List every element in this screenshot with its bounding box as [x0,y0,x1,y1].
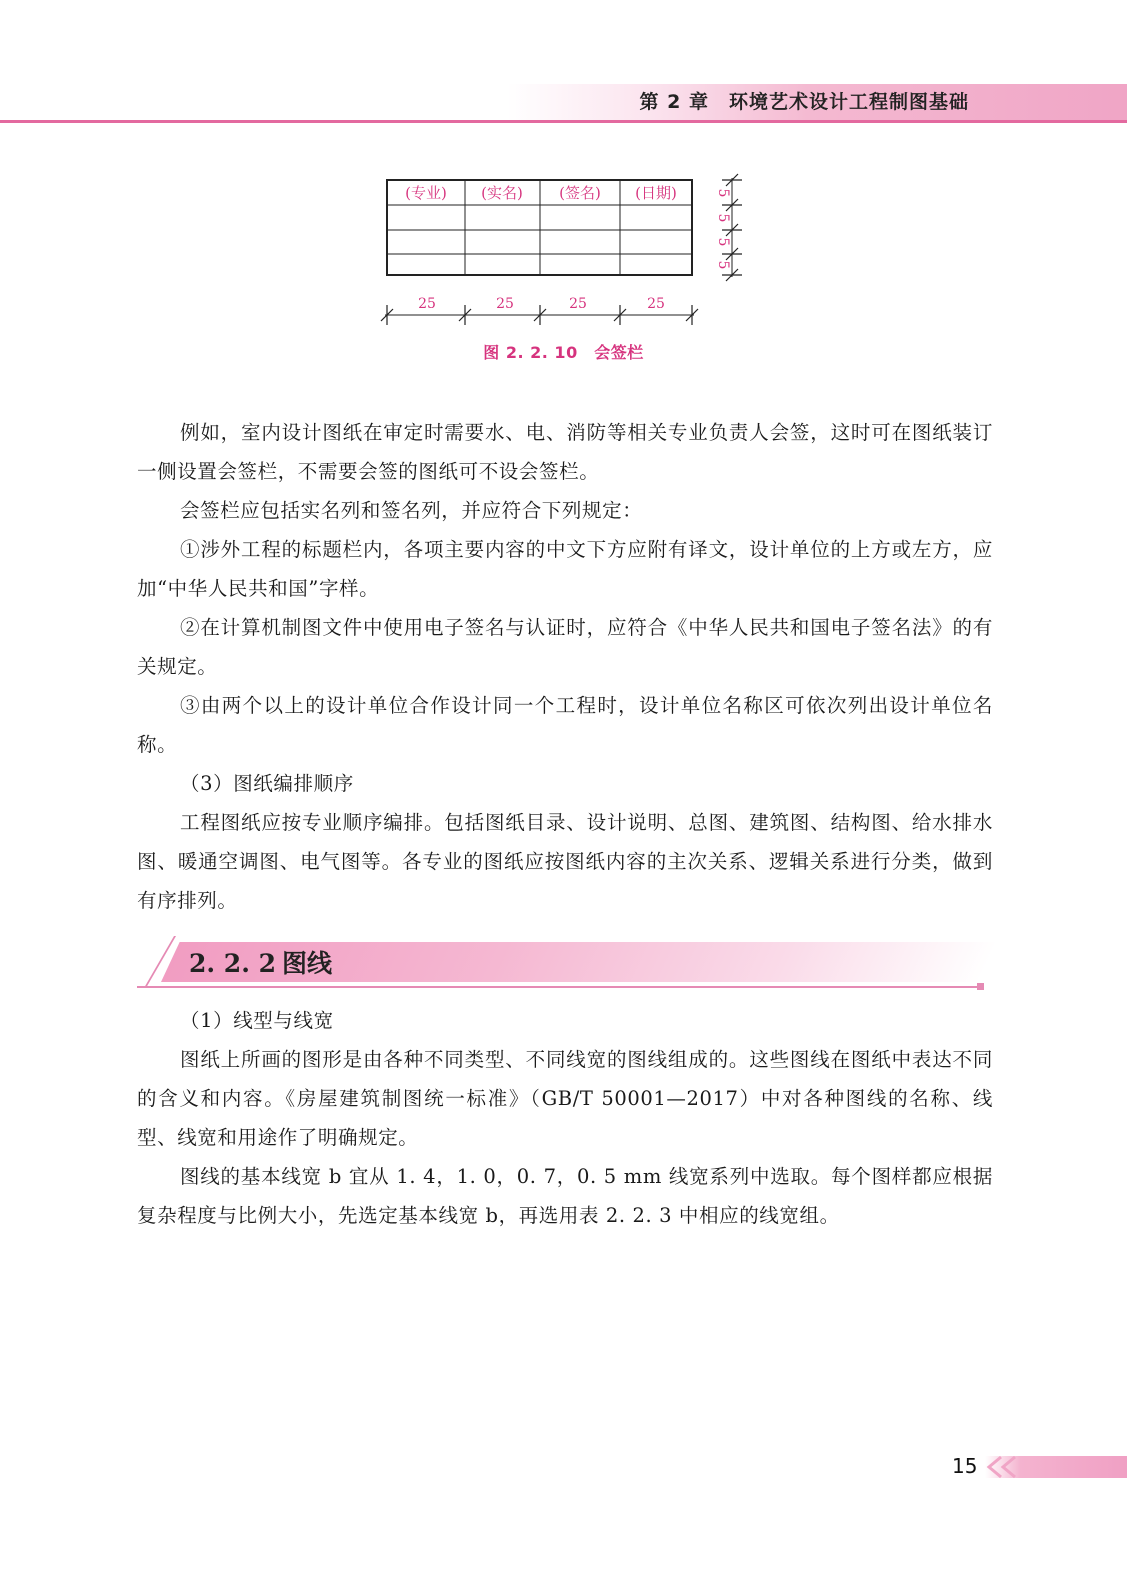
paragraph: 图线的基本线宽 b 宜从 1. 4，1. 0，0. 7，0. 5 mm 线宽系列中选取。每个图样都应根据复杂程度与比例大小，先选定基本线宽 b，再选用表 2. 2. 3 中相应的线宽组。 [137,1165,993,1227]
row-dimension-label: 5 [715,237,731,247]
section-heading-dot [977,983,984,990]
subheading: （1）线型与线宽 [180,1009,334,1032]
section-heading-underline [137,986,979,988]
row-dimension-label: 5 [715,188,731,198]
row-dimension-label: 5 [715,213,731,223]
header-cell-major: (专业) [405,184,447,202]
col-dimension-label: 25 [496,296,514,312]
section-number: 2. 2. 2 [189,949,276,978]
header-cell-date: (日期) [635,184,677,202]
paragraph: 会签栏应包括实名列和签名列，并应符合下列规定： [180,499,643,522]
paragraph: 图纸上所画的图形是由各种不同类型、不同线宽的图线组成的。这些图线在图纸中表达不同的含义和内容。《房屋建筑制图统一标准》（GB/T 50001—2017）中对各种图线的名称、线型、线宽和用途作了明确规定。 [137,1048,993,1149]
subheading: （3）图纸编排顺序 [180,772,354,795]
section-title: 图线 [282,949,333,978]
header-rule [0,120,1127,123]
col-dimension-label: 25 [647,296,665,312]
figure-caption: 图 2. 2. 10 会签栏 [483,343,644,362]
sign-off-table-drawing [370,160,760,335]
header-cell-signature: (签名) [559,184,601,202]
paragraph: ①涉外工程的标题栏内，各项主要内容的中文下方应附有译文，设计单位的上方或左方，应加“中华人民共和国”字样。 [137,538,993,600]
col-dimension-label: 25 [418,296,436,312]
body-text-block-1 [137,413,993,920]
body-text-block-2 [137,1001,993,1235]
double-chevron-icon [985,1454,1029,1480]
row-dimension-label: 5 [715,260,731,270]
col-dimension-label: 25 [569,296,587,312]
paragraph: ③由两个以上的设计单位合作设计同一个工程时，设计单位名称区可依次列出设计单位名称。 [137,694,993,756]
chapter-title: 第 2 章 环境艺术设计工程制图基础 [639,91,969,113]
paragraph: ②在计算机制图文件中使用电子签名与认证时，应符合《中华人民共和国电子签名法》的有关规定。 [137,616,993,678]
paragraph: 例如，室内设计图纸在审定时需要水、电、消防等相关专业负责人会签，这时可在图纸装订一侧设置会签栏，不需要会签的图纸可不设会签栏。 [137,421,993,483]
paragraph: 工程图纸应按专业顺序编排。包括图纸目录、设计说明、总图、建筑图、结构图、给水排水图、暖通空调图、电气图等。各专业的图纸应按图纸内容的主次关系、逻辑关系进行分类，做到有序排列。 [137,811,993,912]
section-heading [137,938,987,994]
page-number: 15 [952,1454,978,1478]
header-cell-realname: (实名) [481,184,523,202]
